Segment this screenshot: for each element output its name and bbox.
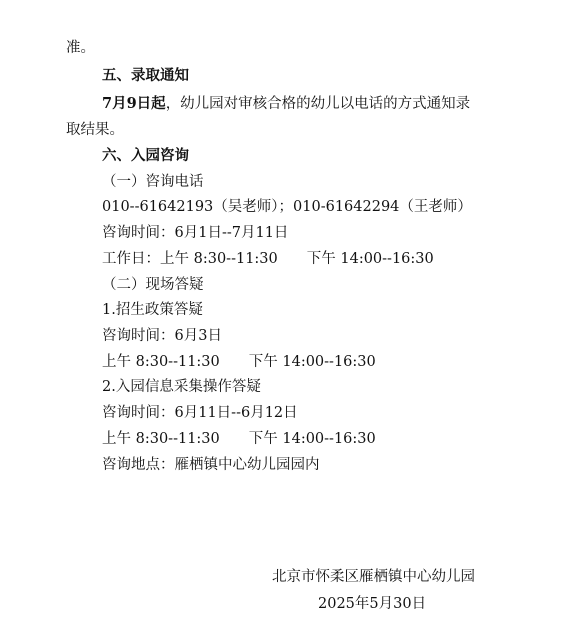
signature-organization: 北京市怀柔区雁栖镇中心幼儿园	[272, 569, 475, 585]
admission-text: ，幼儿园对审核合格的幼儿以电话的方式通知录	[165, 96, 471, 112]
previous-paragraph-tail: 准。	[66, 40, 95, 56]
onsite-qa-heading: （二）现场答疑	[102, 277, 204, 293]
admission-date: 7月9日起	[102, 95, 166, 112]
section-5-paragraph-line-2: 取结果。	[66, 122, 124, 138]
onsite-item-2-time: 咨询时间：6月11日--6月12日	[102, 405, 298, 421]
consult-phone-heading: （一）咨询电话	[102, 174, 204, 190]
onsite-item-1-hours: 上午 8:30--11:30 下午 14:00--16:30	[102, 354, 376, 370]
signature-date: 2025年5月30日	[318, 596, 427, 612]
consult-phone-period: 咨询时间：6月1日--7月11日	[102, 225, 289, 241]
onsite-item-2-hours: 上午 8:30--11:30 下午 14:00--16:30	[102, 431, 376, 447]
consult-phone-hours: 工作日：上午 8:30--11:30 下午 14:00--16:30	[102, 251, 434, 267]
section-5-heading: 五、录取通知	[102, 68, 189, 84]
section-5-paragraph-line-1	[102, 94, 470, 114]
onsite-location: 咨询地点：雁栖镇中心幼儿园园内	[102, 457, 320, 473]
onsite-item-1-time: 咨询时间：6月3日	[102, 328, 222, 344]
onsite-item-2-title: 2.入园信息采集操作答疑	[102, 379, 261, 395]
onsite-item-1-title: 1.招生政策答疑	[102, 302, 203, 318]
consult-phone-numbers: 010--61642193（吴老师）；010-61642294（王老师）	[102, 199, 472, 215]
section-6-heading: 六、入园咨询	[102, 148, 189, 164]
